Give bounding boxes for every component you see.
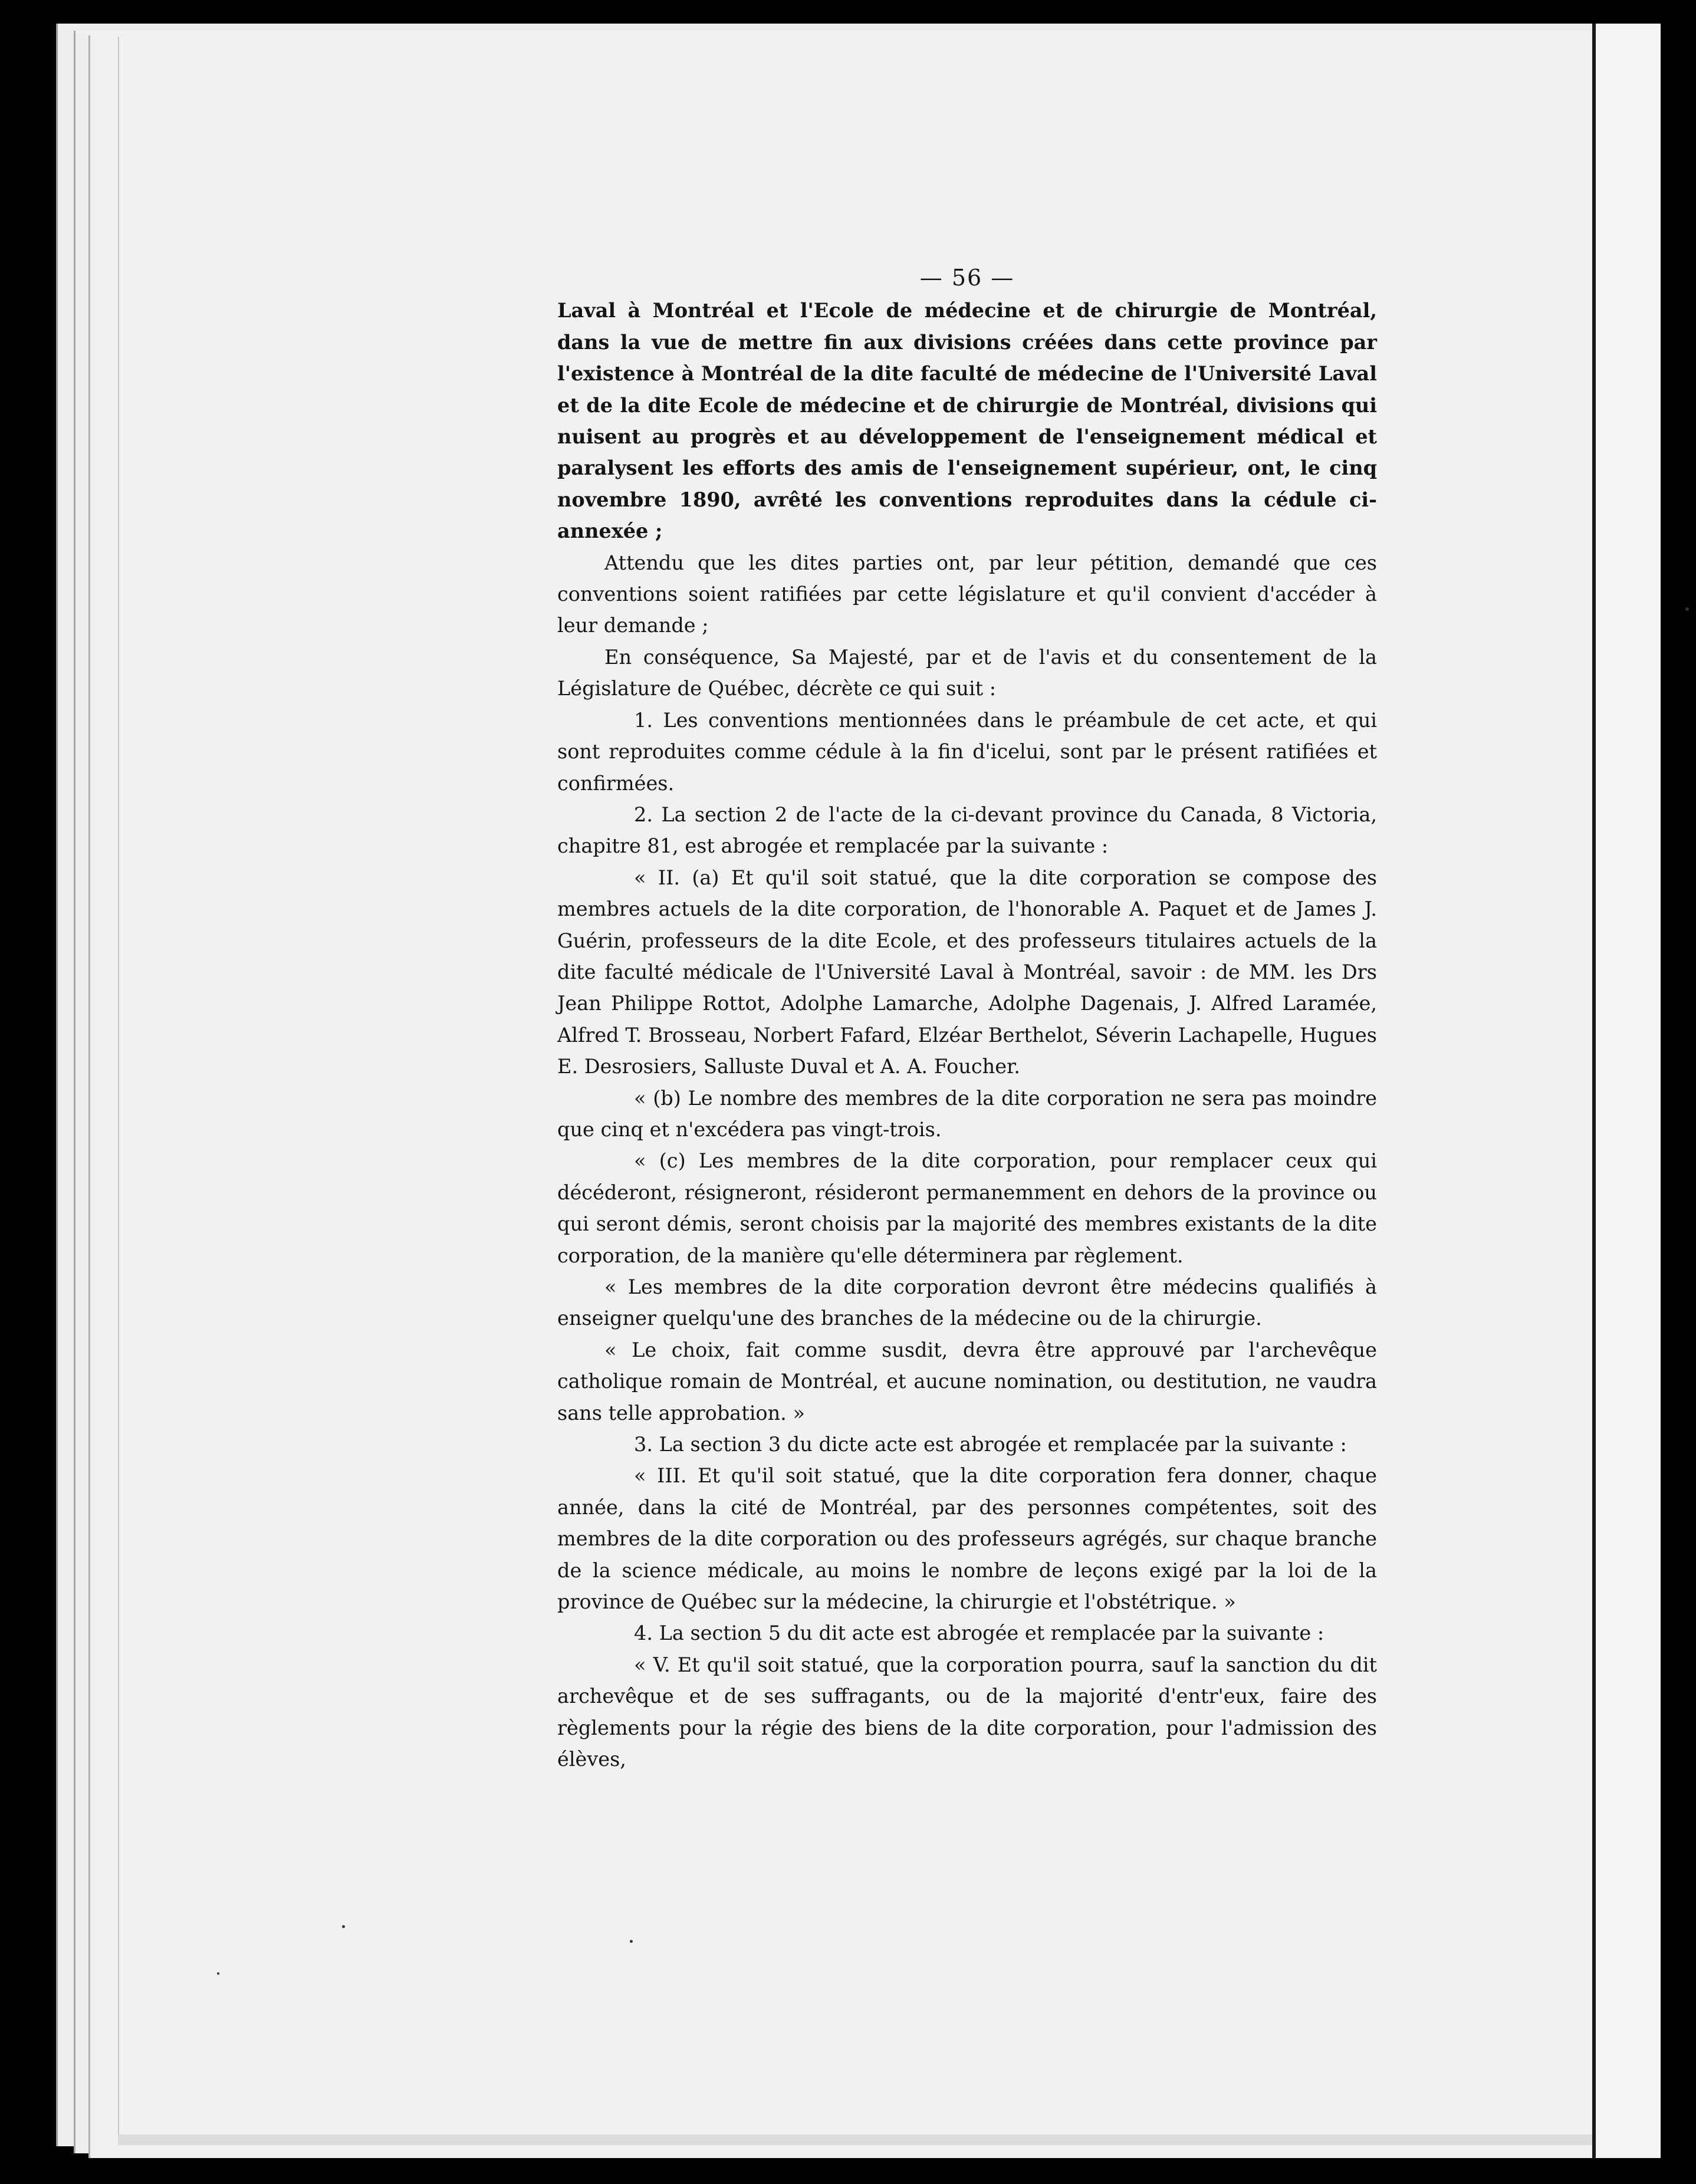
paragraph: « (c) Les membres de la dite corporation, pour remplacer ceux qui décéderont, résigneront, résideront permanemment en dehors de la province ou qui seront démis, seront choisis par la majorité des membres existants de la dite corporation, de la manière qu'elle déterminera par règlement. — [557, 1149, 1377, 1267]
paragraph: 3. La section 3 du dicte acte est abrogée et remplacée par la suivante : — [634, 1433, 1347, 1456]
paragraph: « (b) Le nombre des membres de la dite corporation ne sera pas moindre que cinq et n'excédera pas vingt-trois. — [557, 1086, 1377, 1141]
paragraph: 1. Les conventions mentionnées dans le préambule de cet acte, et qui sont reproduites comme cédule à la fin d'icelui, sont par le présent ratifiées et confirmées. — [557, 708, 1377, 795]
paragraph: 4. La section 5 du dit acte est abrogée et remplacée par la suivante : — [634, 1621, 1324, 1645]
paragraph: « II. (a) Et qu'il soit statué, que la dite corporation se compose des membres actuels de la dite corporation, de l'honorable A. Paquet et de James J. Guérin, professeurs de la dite Ecole, et des professeurs titulaires actuels de la dite faculté médicale de l'Université Laval à Montréal, savoir : de MM. les Drs Jean Philippe Rottot, Adolphe Lamarche, Adolphe Dagenais, J. Alfred Laramée, Alfred T. Brosseau, Norbert Fafard, Elzéar Berthelot, Séverin Lachapelle, Hugues E. Desrosiers, Salluste Duval et A. A. Foucher. — [557, 866, 1377, 1078]
scan-speck — [342, 1925, 345, 1928]
page-number: — 56 — — [919, 265, 1015, 291]
paragraph: « V. Et qu'il soit statué, que la corporation pourra, sauf la sanction du dit archevêque et de ses suffragants, ou de la majorité d'entr'eux, faire des règlements pour la régie des biens de la dite corporation, pour l'admission des élèves, — [557, 1653, 1377, 1771]
document-text — [557, 262, 1377, 1775]
scan-speck — [630, 1940, 633, 1943]
paragraph: « Le choix, fait comme susdit, devra être approuvé par l'archevêque catholique romain de Montréal, et aucune nomination, ou destitution, ne vaudra sans telle approbation. » — [557, 1338, 1377, 1425]
scan-speck — [1685, 607, 1689, 611]
paragraph: En conséquence, Sa Majesté, par et de l'avis et du consentement de la Législature de Québec, décrète ce qui suit : — [557, 645, 1377, 700]
paragraph: Laval à Montréal et l'Ecole de médecine et de chirurgie de Montréal, dans la vue de mettre fin aux divisions créées dans cette province par l'existence à Montréal de la dite faculté de médecine de l'Université Laval et de la dite Ecole de médecine et de chirurgie de Montréal, divisions qui nuisent au progrès et au développement de l'enseignement médical et paralysent les efforts des amis de l'enseignement supérieur, ont, le cinq novembre 1890, avrêté les conventions reproduites dans la cédule ci-annexée ; — [557, 299, 1377, 543]
scan-speck — [217, 1972, 219, 1975]
paragraph: « Les membres de la dite corporation devront être médecins qualifiés à enseigner quelqu'une des branches de la médecine ou de la chirurgie. — [557, 1275, 1377, 1330]
paragraph: « III. Et qu'il soit statué, que la dite corporation fera donner, chaque année, dans la cité de Montréal, par des personnes compétentes, soit des membres de la dite corporation ou des professeurs agrégés, sur chaque branche de la science médicale, au moins le nombre de leçons exigé par la loi de la province de Québec sur la médecine, la chirurgie et l'obstétrique. » — [557, 1464, 1377, 1614]
page-bottom-edge — [118, 2134, 1592, 2145]
facing-page-edge — [1592, 24, 1661, 2158]
paragraph: Attendu que les dites parties ont, par leur pétition, demandé que ces conventions soient ratifiées par cette législature et qu'il convient d'accéder à leur demande ; — [557, 551, 1377, 637]
paragraph: 2. La section 2 de l'acte de la ci-devant province du Canada, 8 Victoria, chapitre 81, est abrogée et remplacée par la suivante : — [557, 802, 1377, 858]
